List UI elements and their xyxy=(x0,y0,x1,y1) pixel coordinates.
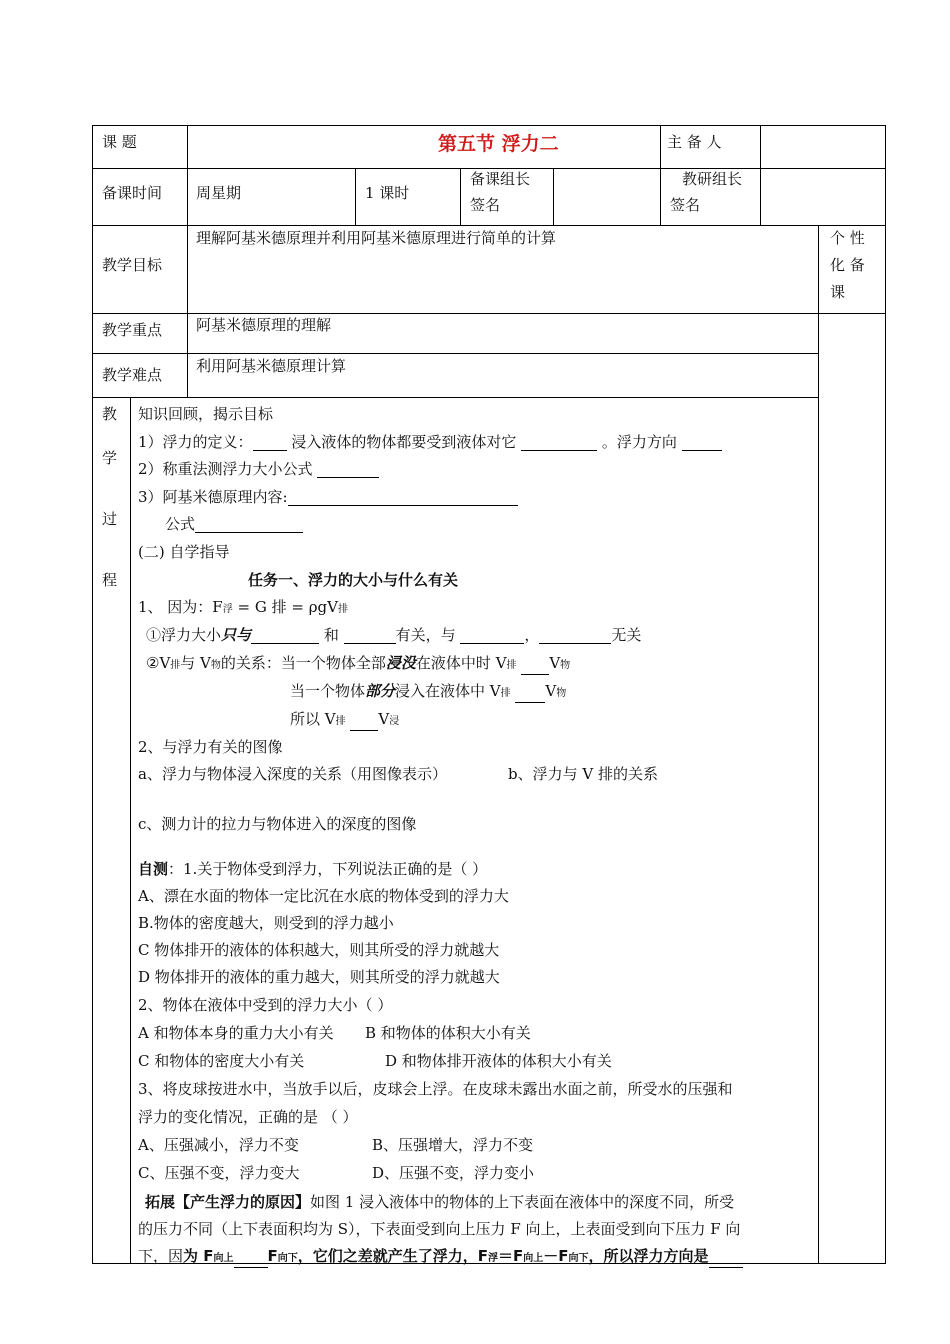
subscript: 向下 xyxy=(568,1253,589,1264)
extension-text: 下，因 xyxy=(138,1247,184,1265)
personal-note-label: 个 性 xyxy=(830,229,865,247)
extension-label: 拓展【产生浮力的原因】 xyxy=(145,1193,311,1211)
option-text: B 和物体的体积大小有关 xyxy=(365,1024,531,1042)
option-text: D 和物体排开液体的体积大小有关 xyxy=(385,1052,612,1070)
graph-item: b、浮力与 V 排的关系 xyxy=(508,765,658,783)
option-text: D、压强不变，浮力变小 xyxy=(372,1164,535,1182)
extension-text: ＝F xyxy=(498,1247,524,1265)
difficulty-label: 教学难点 xyxy=(102,366,163,384)
option-text: C、压强不变，浮力变大 xyxy=(138,1164,300,1182)
option-text: A 和物体本身的重力大小有关 xyxy=(138,1024,334,1042)
condition-text: V xyxy=(549,654,561,672)
question-line xyxy=(138,488,518,506)
task-title: 任务一、浮力的大小与什么有关 xyxy=(248,571,459,589)
emphasis-text: 部分 xyxy=(365,682,396,700)
process-label-char: 过 xyxy=(102,510,118,528)
condition-text: 在液体中时 V xyxy=(415,654,507,672)
question-line xyxy=(138,460,379,478)
subscript: 排 xyxy=(170,660,181,671)
process-label-char: 学 xyxy=(102,449,118,467)
self-test-question xyxy=(138,860,487,878)
process-label-char: 程 xyxy=(102,571,118,589)
condition-line xyxy=(146,654,570,675)
goals-text: 理解阿基米德原理并利用阿基米德原理进行简单的计算 xyxy=(196,229,557,247)
extension-text: ，它们之差就产生了浮力，F xyxy=(297,1247,488,1265)
graph-heading: 2、与浮力有关的图像 xyxy=(138,738,283,756)
focus-text: 阿基米德原理的理解 xyxy=(196,316,332,334)
subscript: 浮 xyxy=(488,1253,498,1264)
answer-blank xyxy=(539,629,611,644)
answer-blank xyxy=(344,629,396,644)
condition-line xyxy=(290,682,566,703)
subscript: 排 xyxy=(335,716,346,727)
extension-text: F xyxy=(267,1247,278,1265)
emphasis-text: 只与 xyxy=(221,626,252,644)
extension-text: －F xyxy=(543,1247,569,1265)
emphasis-text: 浸没 xyxy=(385,654,416,672)
answer-blank xyxy=(195,518,303,533)
answer-blank xyxy=(521,436,597,451)
subscript: 排 xyxy=(337,604,348,615)
answer-blank xyxy=(234,1253,268,1268)
condition-line xyxy=(146,626,641,644)
condition-text: 浸入在液体中 V xyxy=(395,682,501,700)
question-text: 3、将皮球按进水中，当放手以后，皮球会上浮。在皮球未露出水面之前，所受水的压强和 xyxy=(138,1080,733,1098)
course-label: 课 题 xyxy=(102,133,137,151)
answer-blank xyxy=(251,629,319,644)
condition-text: 当一个物体 xyxy=(290,682,366,700)
research-leader-sign-label: 教研组长 xyxy=(682,170,743,188)
question-line xyxy=(138,433,722,451)
question-text: 浸入液体的物体都要受到液体对它 xyxy=(291,433,517,451)
condition-text: 无关 xyxy=(611,626,642,644)
question-text: 2）称重法测浮力大小公式 xyxy=(138,460,313,478)
subscript: 向下 xyxy=(277,1253,298,1264)
question-text: 浮力的变化情况，正确的是 （ ） xyxy=(138,1108,358,1126)
question-text: ：1.关于物体受到浮力，下列说法正确的是（ ） xyxy=(168,860,488,878)
option-text: D 物体排开的液体的重力越大，则其所受的浮力就越大 xyxy=(138,968,500,986)
hours-value: 1 课时 xyxy=(365,184,410,202)
condition-text: ②V xyxy=(146,654,171,672)
answer-blank xyxy=(709,1253,743,1268)
option-text: C 和物体的密度大小有关 xyxy=(138,1052,305,1070)
process-label-char: 教 xyxy=(102,405,118,423)
option-text: A、漂在水面的物体一定比沉在水底的物体受到的浮力大 xyxy=(138,887,509,905)
option-text: B.物体的密度越大，则受到的浮力越小 xyxy=(138,914,394,932)
formula-text: 1、 因为：F xyxy=(138,598,223,616)
condition-text: 与 V xyxy=(180,654,211,672)
subscript: 物 xyxy=(210,660,221,671)
condition-text: 所以 V xyxy=(290,710,336,728)
condition-text: 的关系：当一个物体全部 xyxy=(220,654,386,672)
condition-text: ， xyxy=(524,626,540,644)
option-text: A、压强减小，浮力不变 xyxy=(138,1136,299,1154)
extension-text: 的压力不同（上下表面积均为 S），下表面受到向上压力 F 向上，上表面受到向下压力 F 向 xyxy=(138,1220,741,1238)
subscript: 排 xyxy=(500,688,511,699)
self-study-heading: (二) 自学指导 xyxy=(138,543,230,561)
answer-blank xyxy=(288,491,518,506)
weekday-value: 周星期 xyxy=(196,184,242,202)
extension-text: 如图 1 浸入液体中的物体的上下表面在液体中的深度不同，所受 xyxy=(310,1193,735,1211)
option-text: B、压强增大，浮力不变 xyxy=(372,1136,534,1154)
extension-line xyxy=(145,1193,734,1211)
time-label: 备课时间 xyxy=(102,184,163,202)
question-line xyxy=(165,515,303,533)
subscript: 物 xyxy=(560,660,571,671)
condition-text: ①浮力大小 xyxy=(146,626,222,644)
answer-blank xyxy=(515,688,545,703)
answer-blank xyxy=(317,463,379,478)
question-text: 1）浮力的定义： xyxy=(138,433,253,451)
extension-line xyxy=(138,1247,743,1268)
subscript: 浸 xyxy=(389,716,400,727)
subscript: 物 xyxy=(556,688,567,699)
formula-line xyxy=(138,598,348,619)
condition-text: 有关，与 xyxy=(395,626,456,644)
question-text: 3）阿基米德原理内容: xyxy=(138,488,288,506)
answer-blank xyxy=(253,436,287,451)
page-title: 第五节 浮力二 xyxy=(438,133,559,155)
research-leader-sign-label-2: 签名 xyxy=(670,196,701,214)
condition-line xyxy=(290,710,399,731)
subscript: 向上 xyxy=(213,1253,234,1264)
focus-label: 教学重点 xyxy=(102,321,163,339)
group-leader-sign-label-2: 签名 xyxy=(470,196,501,214)
option-text: C 物体排开的液体的体积越大，则其所受的浮力就越大 xyxy=(138,941,500,959)
self-test-label: 自测 xyxy=(138,860,169,878)
extension-text: ，所以浮力方向是 xyxy=(588,1247,709,1265)
question-text: 。浮力方向 xyxy=(601,433,677,451)
extension-text: 为 F xyxy=(183,1247,214,1265)
review-heading: 知识回顾，揭示目标 xyxy=(138,405,274,423)
answer-blank xyxy=(682,436,722,451)
preparer-label: 主 备 人 xyxy=(667,133,722,151)
graph-item: a、浮力与物体浸入深度的关系（用图像表示） xyxy=(138,765,447,783)
formula-text: = G 排 = ρgV xyxy=(232,598,338,616)
answer-blank xyxy=(350,716,378,731)
condition-text: 和 xyxy=(323,626,339,644)
graph-item: c、测力计的拉力与物体进入的深度的图像 xyxy=(138,815,417,833)
subscript: 向上 xyxy=(523,1253,544,1264)
goals-label: 教学目标 xyxy=(102,256,163,274)
question-text: 2、物体在液体中受到的浮力大小（ ） xyxy=(138,996,393,1014)
group-leader-sign-label: 备课组长 xyxy=(470,170,531,188)
personal-note-label-3: 课 xyxy=(830,283,846,301)
condition-text: V xyxy=(545,682,557,700)
question-text: 公式 xyxy=(165,515,196,533)
subscript: 浮 xyxy=(222,604,233,615)
answer-blank xyxy=(460,629,524,644)
condition-text: V xyxy=(378,710,390,728)
difficulty-text: 利用阿基米德原理计算 xyxy=(196,357,347,375)
answer-blank xyxy=(521,660,549,675)
subscript: 排 xyxy=(506,660,517,671)
personal-note-label-2: 化 备 xyxy=(830,256,865,274)
